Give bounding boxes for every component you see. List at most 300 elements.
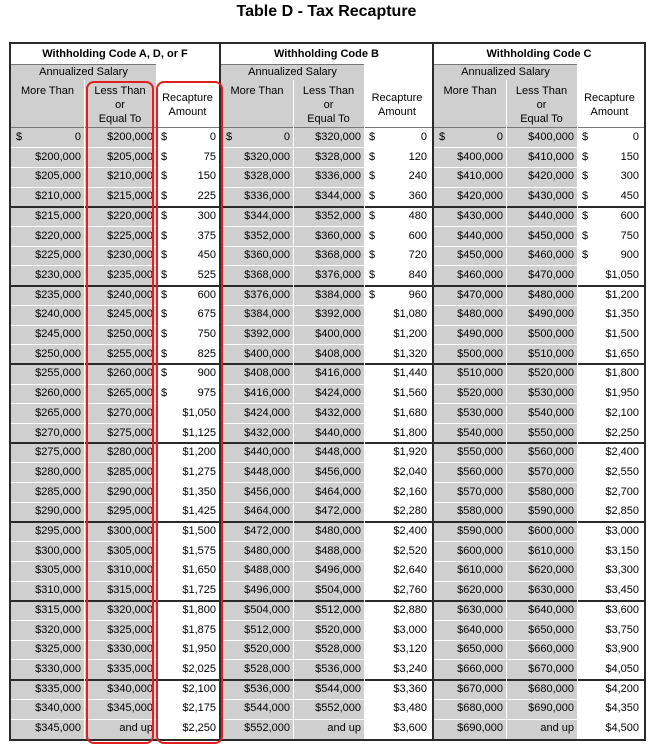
less-than-cell: $285,000 bbox=[84, 463, 156, 483]
table-row bbox=[434, 286, 644, 306]
dollar-sign: $ bbox=[161, 170, 168, 183]
less-than-cell: $392,000 bbox=[293, 305, 364, 325]
less-than-cell: $215,000 bbox=[84, 187, 156, 207]
less-than-cell: $464,000 bbox=[293, 483, 364, 503]
recapture-amount-cell bbox=[364, 148, 430, 168]
less-than-cell: $368,000 bbox=[293, 246, 364, 266]
less-than-cell: $400,000 bbox=[506, 128, 577, 148]
less-than-cell: $550,000 bbox=[506, 424, 577, 444]
more-than-cell: $536,000 bbox=[221, 680, 293, 700]
more-than-cell: $690,000 bbox=[434, 719, 506, 739]
cell-value: 300 bbox=[197, 209, 216, 222]
less-than-highlight-box bbox=[86, 81, 154, 744]
less-than-cell: $275,000 bbox=[84, 424, 156, 444]
more-than-cell: $368,000 bbox=[221, 266, 293, 286]
block-divider bbox=[221, 679, 432, 681]
less-than-cell: $640,000 bbox=[506, 601, 577, 621]
more-than-cell: $580,000 bbox=[434, 502, 506, 522]
more-than-cell: $230,000 bbox=[11, 266, 84, 286]
block-divider bbox=[221, 600, 432, 602]
more-than-header bbox=[434, 80, 506, 128]
recapture-amount-cell: $4,350 bbox=[605, 702, 639, 715]
less-than-cell: $432,000 bbox=[293, 404, 364, 424]
recapture-amount-cell: $1,725 bbox=[182, 584, 216, 597]
header-line: More Than bbox=[21, 85, 74, 97]
table-row bbox=[221, 561, 432, 581]
more-than-cell: $220,000 bbox=[11, 227, 84, 247]
more-than-cell: $408,000 bbox=[221, 364, 293, 384]
less-than-cell: $290,000 bbox=[84, 483, 156, 503]
recapture-amount-cell: $1,950 bbox=[605, 387, 639, 400]
table-row bbox=[434, 660, 644, 680]
more-than-cell: $352,000 bbox=[221, 227, 293, 247]
table-row bbox=[221, 325, 432, 345]
table-row bbox=[434, 424, 644, 444]
less-than-cell: $240,000 bbox=[84, 286, 156, 306]
less-than-cell: $340,000 bbox=[84, 680, 156, 700]
recapture-amount-cell: $2,850 bbox=[605, 505, 639, 518]
less-than-cell: $328,000 bbox=[293, 148, 364, 168]
less-than-cell: $530,000 bbox=[506, 384, 577, 404]
dollar-sign: $ bbox=[369, 249, 376, 262]
table-row bbox=[221, 404, 432, 424]
row-divider bbox=[221, 482, 432, 483]
dollar-sign: $ bbox=[582, 131, 589, 143]
recapture-amount-cell bbox=[577, 167, 642, 187]
recapture-amount-cell: $1,080 bbox=[393, 308, 427, 321]
more-than-cell: $344,000 bbox=[221, 207, 293, 227]
row-divider bbox=[434, 719, 644, 720]
less-than-cell: $295,000 bbox=[84, 502, 156, 522]
table-row bbox=[221, 719, 432, 739]
less-than-cell: $245,000 bbox=[84, 305, 156, 325]
row-divider bbox=[221, 187, 432, 188]
more-than-cell: $510,000 bbox=[434, 364, 506, 384]
less-than-cell: $220,000 bbox=[84, 207, 156, 227]
dollar-sign: $ bbox=[369, 150, 376, 163]
header-line: Equal To bbox=[98, 113, 142, 125]
table-row bbox=[434, 542, 644, 562]
less-than-cell: $305,000 bbox=[84, 542, 156, 562]
row-divider bbox=[221, 541, 432, 542]
less-than-cell: $670,000 bbox=[506, 660, 577, 680]
table-row bbox=[434, 483, 644, 503]
row-divider bbox=[434, 423, 644, 424]
table-row bbox=[434, 384, 644, 404]
table-row bbox=[221, 621, 432, 641]
recapture-amount-cell: $1,575 bbox=[182, 544, 216, 557]
recapture-amount-cell: $1,050 bbox=[605, 268, 639, 281]
more-than-cell: $670,000 bbox=[434, 680, 506, 700]
block-divider bbox=[434, 679, 644, 681]
recapture-amount-cell: $2,175 bbox=[182, 702, 216, 715]
recapture-amount-cell: $1,500 bbox=[182, 525, 216, 537]
table-row bbox=[434, 443, 644, 463]
table-row bbox=[434, 148, 644, 168]
less-than-cell: $315,000 bbox=[84, 581, 156, 601]
header-line: Amount bbox=[378, 106, 416, 118]
dollar-sign: $ bbox=[161, 209, 168, 222]
more-than-cell: $480,000 bbox=[221, 542, 293, 562]
more-than-cell: $392,000 bbox=[221, 325, 293, 345]
less-than-cell: $255,000 bbox=[84, 345, 156, 365]
dollar-sign: $ bbox=[369, 268, 376, 281]
recapture-amount-cell: $2,880 bbox=[393, 603, 427, 616]
more-than-cell: $420,000 bbox=[434, 187, 506, 207]
row-divider bbox=[221, 384, 432, 385]
row-divider bbox=[221, 581, 432, 582]
recapture-amount-cell: $2,640 bbox=[393, 564, 427, 577]
cell-value: 600 bbox=[620, 209, 639, 222]
less-than-cell: $330,000 bbox=[84, 640, 156, 660]
less-than-cell: $250,000 bbox=[84, 325, 156, 345]
more-than-cell: $430,000 bbox=[434, 207, 506, 227]
row-divider bbox=[221, 344, 432, 345]
block-divider bbox=[434, 600, 644, 602]
dollar-sign: $ bbox=[369, 131, 376, 143]
cell-value: 450 bbox=[197, 249, 216, 262]
recapture-amount-cell bbox=[577, 207, 642, 227]
recapture-amount-cell: $1,275 bbox=[182, 465, 216, 478]
row-divider bbox=[221, 403, 432, 404]
more-than-cell: $570,000 bbox=[434, 483, 506, 503]
row-divider bbox=[434, 226, 644, 227]
row-divider bbox=[434, 620, 644, 621]
table-row bbox=[221, 581, 432, 601]
more-than-cell: $360,000 bbox=[221, 246, 293, 266]
dollar-sign: $ bbox=[582, 170, 589, 183]
row-divider bbox=[434, 325, 644, 326]
less-than-cell: $352,000 bbox=[293, 207, 364, 227]
table-row bbox=[221, 305, 432, 325]
more-than-cell: $215,000 bbox=[11, 207, 84, 227]
more-than-cell: $320,000 bbox=[11, 621, 84, 641]
row-divider bbox=[434, 147, 644, 148]
more-than-cell: $520,000 bbox=[221, 640, 293, 660]
table-row bbox=[221, 542, 432, 562]
more-than-cell: $464,000 bbox=[221, 502, 293, 522]
cell-value: 0 bbox=[632, 131, 639, 143]
block-divider bbox=[434, 206, 644, 208]
row-divider bbox=[434, 344, 644, 345]
row-divider bbox=[434, 659, 644, 660]
annualized-salary-header: Annualized Salary bbox=[434, 64, 577, 80]
less-than-cell: $384,000 bbox=[293, 286, 364, 306]
recapture-amount-cell: $1,125 bbox=[182, 426, 216, 439]
table-row bbox=[434, 246, 644, 266]
less-than-cell: $440,000 bbox=[293, 424, 364, 444]
less-than-cell: $496,000 bbox=[293, 561, 364, 581]
more-than-cell: $500,000 bbox=[434, 345, 506, 365]
cell-value: 240 bbox=[408, 170, 427, 183]
recapture-amount-cell: $1,350 bbox=[182, 485, 216, 498]
recapture-amount-cell bbox=[577, 246, 642, 266]
dollar-sign: $ bbox=[369, 229, 376, 242]
annualized-salary-header: Annualized Salary bbox=[11, 64, 156, 80]
more-than-cell: $265,000 bbox=[11, 404, 84, 424]
less-than-header bbox=[506, 80, 577, 128]
recapture-amount-cell: $1,800 bbox=[393, 426, 427, 439]
cell-value: 675 bbox=[197, 308, 216, 321]
less-than-cell: $408,000 bbox=[293, 345, 364, 365]
group-title: Withholding Code B bbox=[274, 48, 379, 60]
row-divider bbox=[434, 502, 644, 503]
more-than-cell: $255,000 bbox=[11, 364, 84, 384]
less-than-cell: $510,000 bbox=[506, 345, 577, 365]
cell-value: 375 bbox=[197, 229, 216, 242]
less-than-cell: $488,000 bbox=[293, 542, 364, 562]
less-than-cell: and up bbox=[293, 719, 364, 739]
row-divider bbox=[434, 482, 644, 483]
table-row bbox=[434, 305, 644, 325]
row-divider bbox=[434, 265, 644, 266]
dollar-sign: $ bbox=[161, 288, 168, 301]
more-than-header bbox=[11, 80, 84, 128]
recapture-amount-cell: $2,040 bbox=[393, 465, 427, 478]
header-line: More Than bbox=[443, 85, 497, 97]
row-divider bbox=[221, 462, 432, 463]
less-than-cell: $225,000 bbox=[84, 227, 156, 247]
row-divider bbox=[434, 640, 644, 641]
row-divider bbox=[221, 502, 432, 503]
recapture-amount-cell: $3,120 bbox=[393, 643, 427, 656]
header-line: More Than bbox=[230, 85, 284, 97]
less-than-cell: $600,000 bbox=[506, 522, 577, 542]
recapture-amount-cell: $2,520 bbox=[393, 544, 427, 557]
recapture-amount-cell: $3,000 bbox=[393, 623, 427, 636]
more-than-cell: $450,000 bbox=[434, 246, 506, 266]
row-divider bbox=[221, 305, 432, 306]
table-row bbox=[434, 187, 644, 207]
more-than-cell bbox=[221, 128, 293, 148]
more-than-cell: $330,000 bbox=[11, 660, 84, 680]
table-row bbox=[221, 246, 432, 266]
dollar-sign: $ bbox=[369, 190, 376, 203]
dollar-sign: $ bbox=[226, 131, 233, 143]
row-divider bbox=[221, 167, 432, 168]
row-divider bbox=[434, 581, 644, 582]
more-than-cell: $660,000 bbox=[434, 660, 506, 680]
less-than-cell: $660,000 bbox=[506, 640, 577, 660]
less-than-cell: $310,000 bbox=[84, 561, 156, 581]
more-than-cell: $210,000 bbox=[11, 187, 84, 207]
more-than-cell: $440,000 bbox=[434, 227, 506, 247]
less-than-cell: $320,000 bbox=[84, 601, 156, 621]
more-than-cell: $620,000 bbox=[434, 581, 506, 601]
cell-value: 825 bbox=[197, 347, 216, 360]
table-row bbox=[434, 325, 644, 345]
less-than-cell: $650,000 bbox=[506, 621, 577, 641]
recapture-amount-cell: $2,700 bbox=[605, 485, 639, 498]
row-divider bbox=[434, 561, 644, 562]
table-row bbox=[221, 286, 432, 306]
less-than-cell: $376,000 bbox=[293, 266, 364, 286]
cell-value: 300 bbox=[620, 170, 639, 183]
recapture-amount-cell: $1,200 bbox=[182, 446, 216, 459]
recapture-amount-cell: $3,360 bbox=[393, 682, 427, 695]
recapture-amount-cell: $2,025 bbox=[182, 662, 216, 675]
less-than-cell: $205,000 bbox=[84, 148, 156, 168]
recapture-amount-cell bbox=[577, 128, 642, 148]
dollar-sign: $ bbox=[161, 131, 168, 143]
dollar-sign: $ bbox=[161, 190, 168, 203]
less-than-cell: $345,000 bbox=[84, 699, 156, 719]
recapture-amount-cell: $3,480 bbox=[393, 702, 427, 715]
less-than-cell: $400,000 bbox=[293, 325, 364, 345]
table-row bbox=[221, 345, 432, 365]
header-line: Equal To bbox=[520, 113, 563, 125]
table-row bbox=[434, 640, 644, 660]
more-than-cell: $512,000 bbox=[221, 621, 293, 641]
more-than-cell: $285,000 bbox=[11, 483, 84, 503]
rows-area bbox=[221, 128, 432, 739]
more-than-cell: $328,000 bbox=[221, 167, 293, 187]
less-than-cell: $472,000 bbox=[293, 502, 364, 522]
dollar-sign: $ bbox=[161, 367, 168, 380]
table-row bbox=[434, 463, 644, 483]
dollar-sign: $ bbox=[369, 170, 376, 183]
row-divider bbox=[434, 305, 644, 306]
table-row bbox=[221, 680, 432, 700]
more-than-cell: $245,000 bbox=[11, 325, 84, 345]
row-divider bbox=[221, 719, 432, 720]
recapture-amount-cell: $1,875 bbox=[182, 623, 216, 636]
dollar-sign: $ bbox=[161, 328, 168, 340]
recapture-amount-cell: $2,550 bbox=[605, 465, 639, 478]
table-row bbox=[434, 345, 644, 365]
recapture-amount-cell: $3,450 bbox=[605, 584, 639, 597]
less-than-cell: $528,000 bbox=[293, 640, 364, 660]
table-row bbox=[221, 167, 432, 187]
recapture-amount-cell: $2,280 bbox=[393, 505, 427, 518]
cell-value: 600 bbox=[197, 288, 216, 301]
less-than-cell: $504,000 bbox=[293, 581, 364, 601]
block-divider bbox=[221, 363, 432, 365]
cell-value: 0 bbox=[74, 131, 81, 143]
recapture-amount-cell bbox=[364, 286, 430, 306]
recapture-amount-cell: $3,600 bbox=[605, 603, 639, 616]
table-row bbox=[221, 640, 432, 660]
more-than-cell: $550,000 bbox=[434, 443, 506, 463]
recapture-amount-cell: $3,900 bbox=[605, 643, 639, 656]
less-than-cell: $320,000 bbox=[293, 128, 364, 148]
dollar-sign: $ bbox=[16, 131, 23, 143]
more-than-cell: $260,000 bbox=[11, 384, 84, 404]
less-than-cell: $520,000 bbox=[293, 621, 364, 641]
table-row bbox=[434, 719, 644, 739]
recapture-amount-cell: $2,250 bbox=[605, 426, 639, 439]
more-than-cell: $295,000 bbox=[11, 522, 84, 542]
more-than-cell: $250,000 bbox=[11, 345, 84, 365]
less-than-cell: $512,000 bbox=[293, 601, 364, 621]
recapture-amount-cell bbox=[577, 187, 642, 207]
more-than-cell: $488,000 bbox=[221, 561, 293, 581]
dollar-sign: $ bbox=[161, 268, 168, 281]
dollar-sign: $ bbox=[582, 150, 589, 163]
cell-value: 900 bbox=[620, 249, 639, 262]
more-than-cell: $275,000 bbox=[11, 443, 84, 463]
cell-value: 0 bbox=[420, 131, 427, 143]
more-than-cell: $600,000 bbox=[434, 542, 506, 562]
less-than-cell: $630,000 bbox=[506, 581, 577, 601]
more-than-cell: $530,000 bbox=[434, 404, 506, 424]
more-than-cell: $325,000 bbox=[11, 640, 84, 660]
recapture-amount-cell bbox=[364, 128, 430, 148]
table-row bbox=[221, 699, 432, 719]
less-than-cell: $280,000 bbox=[84, 443, 156, 463]
recapture-amount-cell: $2,160 bbox=[393, 485, 427, 498]
recapture-amount-cell: $1,680 bbox=[393, 406, 427, 419]
dollar-sign: $ bbox=[161, 229, 168, 242]
table-row bbox=[434, 404, 644, 424]
recapture-amount-cell: $3,000 bbox=[605, 525, 639, 537]
less-than-cell: $580,000 bbox=[506, 483, 577, 503]
more-than-cell: $400,000 bbox=[434, 148, 506, 168]
recapture-amount-cell: $1,920 bbox=[393, 446, 427, 459]
table-row bbox=[221, 128, 432, 148]
row-divider bbox=[221, 620, 432, 621]
recapture-amount-cell: $1,800 bbox=[182, 603, 216, 616]
recapture-amount-cell: $4,050 bbox=[605, 662, 639, 675]
more-than-cell: $552,000 bbox=[221, 719, 293, 739]
header-line: Recapture bbox=[584, 92, 635, 104]
cell-value: 525 bbox=[197, 268, 216, 281]
table-row bbox=[221, 660, 432, 680]
recapture-amount-cell: $1,950 bbox=[182, 643, 216, 656]
less-than-cell: $235,000 bbox=[84, 266, 156, 286]
block-divider bbox=[221, 442, 432, 444]
header-line: Less Than bbox=[94, 85, 146, 97]
row-divider bbox=[221, 640, 432, 641]
table-row bbox=[434, 601, 644, 621]
more-than-cell: $472,000 bbox=[221, 522, 293, 542]
recapture-amount-cell: $2,100 bbox=[182, 682, 216, 695]
more-than-cell: $520,000 bbox=[434, 384, 506, 404]
more-than-cell: $336,000 bbox=[221, 187, 293, 207]
row-divider bbox=[221, 699, 432, 700]
less-than-cell: $570,000 bbox=[506, 463, 577, 483]
rows-area bbox=[434, 128, 644, 739]
more-than-cell: $640,000 bbox=[434, 621, 506, 641]
dollar-sign: $ bbox=[582, 249, 589, 262]
less-than-cell: $560,000 bbox=[506, 443, 577, 463]
more-than-cell: $410,000 bbox=[434, 167, 506, 187]
recapture-amount-cell: $2,400 bbox=[605, 446, 639, 459]
less-than-cell: and up bbox=[506, 719, 577, 739]
cell-value: 225 bbox=[197, 190, 216, 203]
table-row bbox=[434, 699, 644, 719]
recapture-amount-cell: $1,650 bbox=[605, 347, 639, 360]
row-divider bbox=[221, 246, 432, 247]
more-than-header bbox=[221, 80, 293, 128]
more-than-cell: $416,000 bbox=[221, 384, 293, 404]
less-than-cell: $344,000 bbox=[293, 187, 364, 207]
more-than-cell: $345,000 bbox=[11, 719, 84, 739]
header-line: or bbox=[323, 99, 334, 111]
more-than-cell: $310,000 bbox=[11, 581, 84, 601]
more-than-cell: $424,000 bbox=[221, 404, 293, 424]
less-than-cell: $456,000 bbox=[293, 463, 364, 483]
block-divider bbox=[221, 285, 432, 287]
less-than-cell: $536,000 bbox=[293, 660, 364, 680]
recapture-amount-cell: $3,240 bbox=[393, 662, 427, 675]
more-than-cell bbox=[434, 128, 506, 148]
dollar-sign: $ bbox=[369, 209, 376, 222]
more-than-cell: $480,000 bbox=[434, 305, 506, 325]
cell-value: 960 bbox=[408, 288, 427, 301]
cell-value: 150 bbox=[620, 150, 639, 163]
more-than-cell: $630,000 bbox=[434, 601, 506, 621]
